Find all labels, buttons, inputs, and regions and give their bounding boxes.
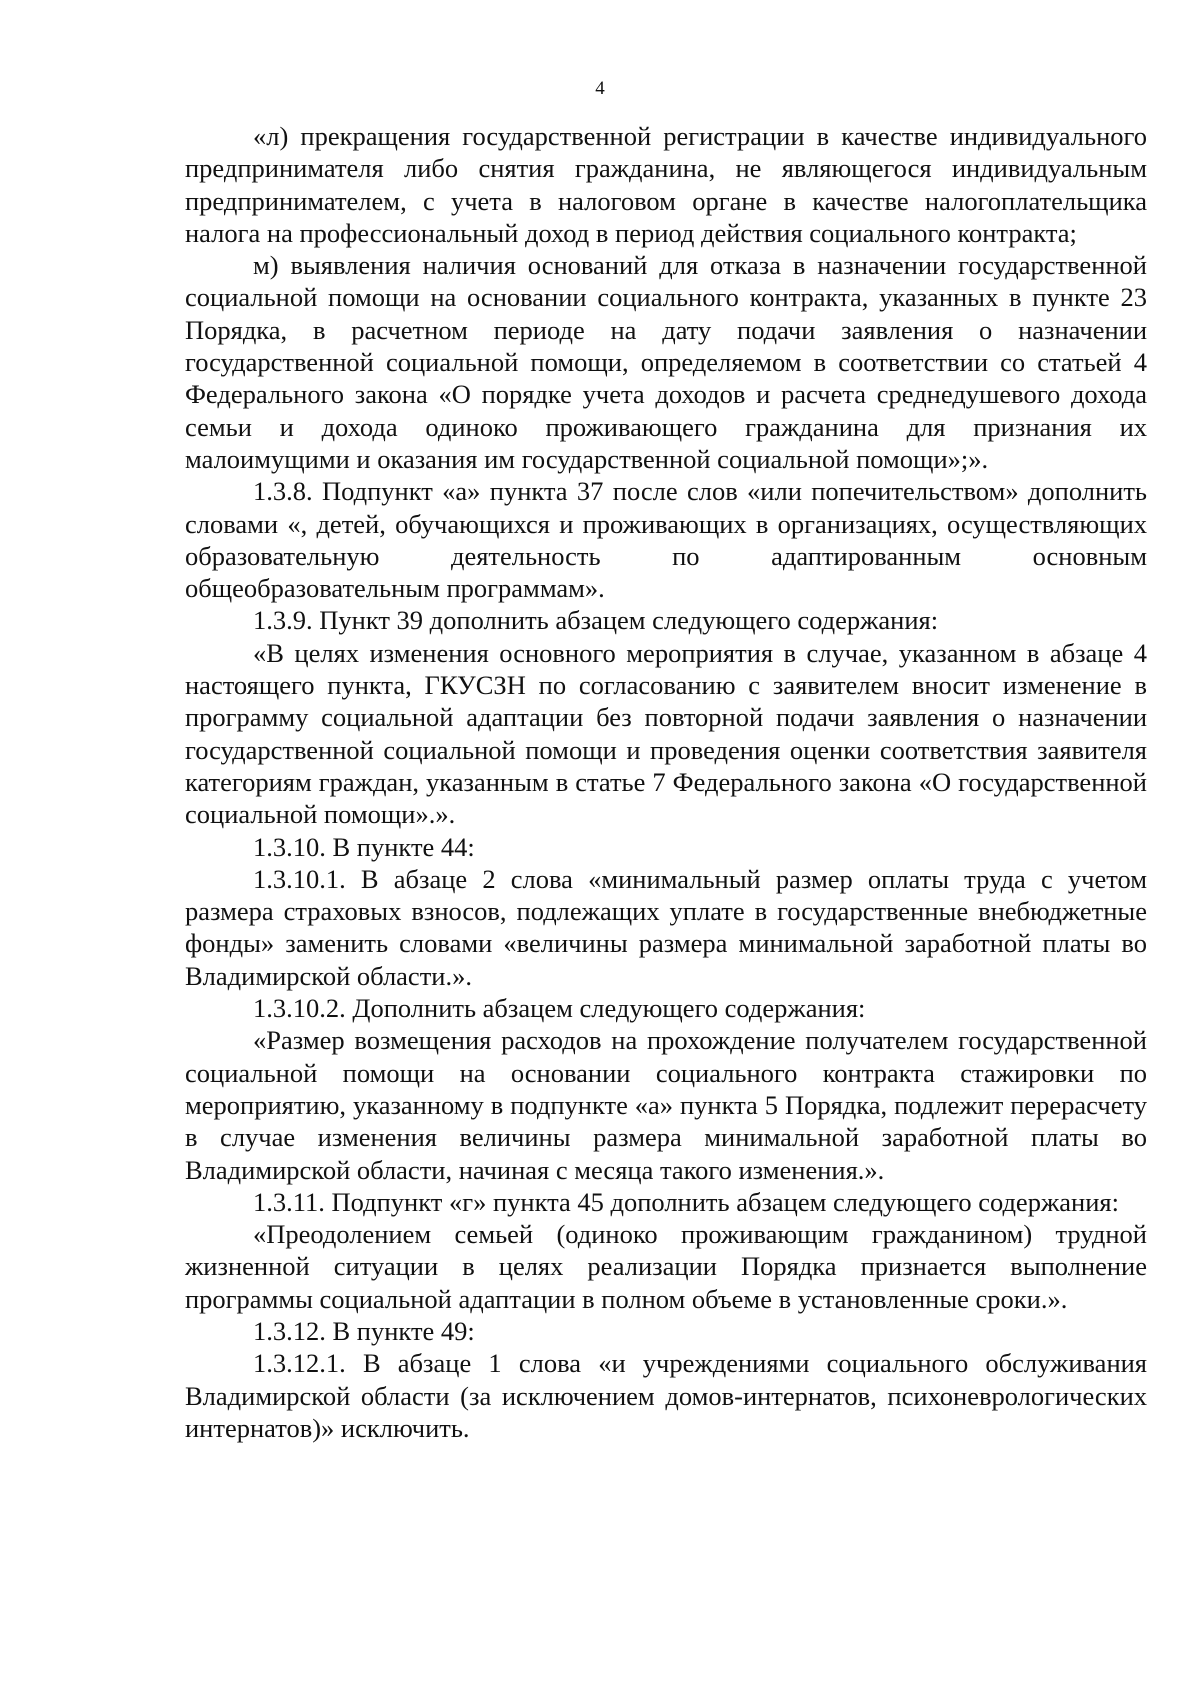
paragraph-1-3-10-2-text: «Размер возмещения расходов на прохождение получателем государственной социальной помощи на основании социального контракта стажировки по мероприятию, указанному в подпункте «а» пункта 5 Порядка, подлежит перерасчету в случае изменения величины размера минимальной заработной платы во Владимирской области, начиная с месяца такого изменения.».: [185, 1025, 1147, 1185]
paragraph-1-3-12-1: 1.3.12.1. В абзаце 1 слова «и учреждениями социального обслуживания Владимирской области (за исключением домов-интернатов, психоневрологических интернатов)» исключить.: [185, 1348, 1147, 1443]
paragraph-l: «л) прекращения государственной регистрации в качестве индивидуального предпринимателя либо снятия гражданина, не являющегося индивидуальным предпринимателем, с учета в налоговом органе в качестве налогоплательщика налога на профессиональный доход в период действия социального контракта;: [185, 121, 1147, 248]
paragraph-1-3-12: 1.3.12. В пункте 49:: [253, 1315, 475, 1346]
paragraph-1-3-10-1: 1.3.10.1. В абзаце 2 слова «минимальный размер оплаты труда с учетом размера страховых взносов, подлежащих уплате в государственные внебюджетные фонды» заменить словами «величины размера минимальной заработной платы во Владимирской области.».: [185, 863, 1147, 991]
page-number: 4: [595, 78, 605, 99]
paragraph-m: м) выявления наличия оснований для отказа в назначении государственной социальной помощи на основании социального контракта, указанных в пункте 23 Порядка, в расчетном периоде на дату подачи заявления о назначении государственной социальной помощи, определяемом в соответствии со статьей 4 Федерального закона «О порядке учета доходов и расчета среднедушевого дохода семьи и дохода одиноко проживающего гражданина для признания их малоимущими и оказания им государственной социальной помощи»;».: [185, 250, 1147, 474]
paragraph-1-3-11: 1.3.11. Подпункт «г» пункта 45 дополнить абзацем следующего содержания:: [253, 1186, 1119, 1217]
paragraph-1-3-9: 1.3.9. Пункт 39 дополнить абзацем следующего содержания:: [253, 605, 939, 636]
paragraph-1-3-11-text: «Преодолением семьей (одиноко проживающим гражданином) трудной жизненной ситуации в целях реализации Порядка признается выполнение программы социальной адаптации в полном объеме в установленные сроки.».: [185, 1219, 1147, 1314]
paragraph-1-3-10-2: 1.3.10.2. Дополнить абзацем следующего содержания:: [253, 993, 866, 1024]
paragraph-1-3-8: 1.3.8. Подпункт «а» пункта 37 после слов «или попечительством» дополнить словами «, детей, обучающихся и проживающих в организациях, осуществляющих образовательную деятельность по адаптированным основным общеобразовательным программам».: [185, 476, 1147, 604]
paragraph-1-3-9-text: «В целях изменения основного мероприятия в случае, указанном в абзаце 4 настоящего пункта, ГКУСЗН по согласованию с заявителем вносит изменение в программу социальной адаптации без повторной подачи заявления о назначении государственной социальной помощи и проведения оценки соответствия заявителя категориям граждан, указанным в статье 7 Федерального закона «О государственной социальной помощи».».: [185, 637, 1147, 830]
document-body: [185, 120, 1147, 1444]
paragraph-1-3-10: 1.3.10. В пункте 44:: [253, 831, 475, 862]
